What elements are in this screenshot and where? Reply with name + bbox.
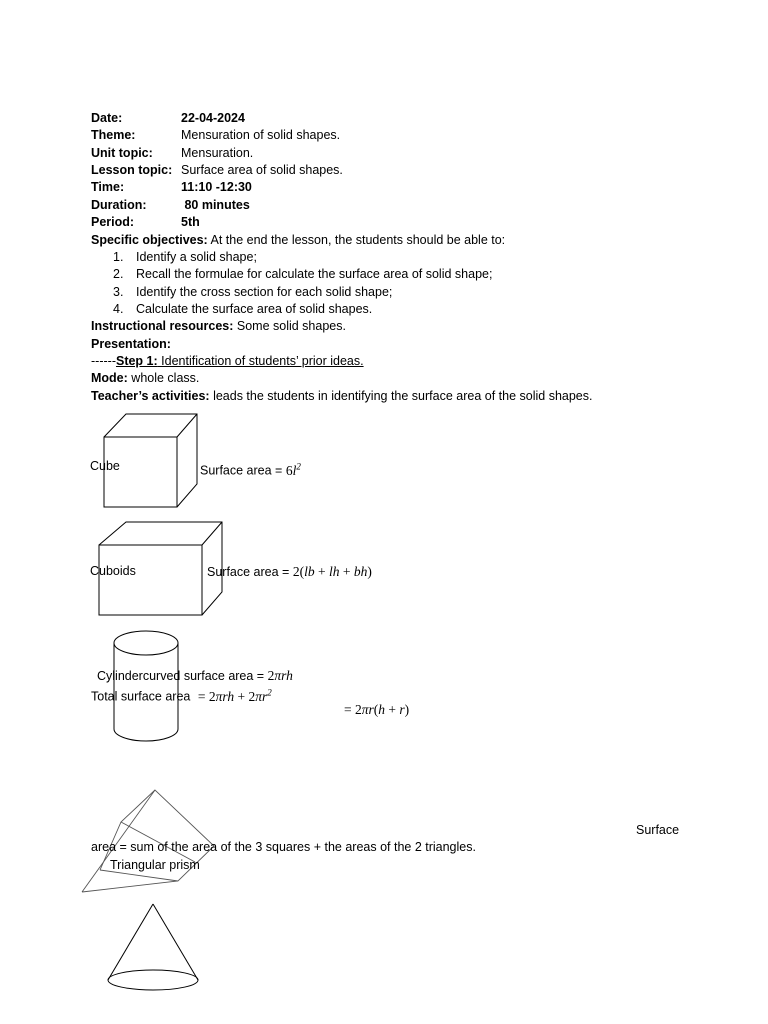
list-item-text: Identify the cross section for each solid shape;: [136, 285, 393, 299]
step1-text: Identification of students’ prior ideas.: [157, 354, 364, 368]
time-label: Time:: [91, 180, 125, 194]
step1-label: Step 1:: [115, 354, 158, 368]
prism-surface-word: Surface: [636, 823, 680, 837]
prism-area-text: area = sum of the area of the 3 squares + the areas of the 2 triangles.: [91, 840, 476, 854]
cylinder-total-math: = $2\pi rh + 2\pi r^2$: [197, 687, 272, 704]
date-label: Date:: [91, 111, 123, 125]
teacher-text: leads the students in identifying the surface area of the solid shapes.: [209, 389, 593, 403]
list-item: 3.: [113, 285, 124, 299]
objectives-intro: At the end the lesson, the students should be able to:: [207, 233, 506, 247]
period-value: 5th: [181, 215, 200, 229]
cube-formula-math: $6l^2$: [285, 461, 301, 478]
unit-topic-label: Unit topic:: [91, 146, 153, 160]
prism-label: Triangular prism: [110, 858, 200, 872]
resources-label: Instructional resources:: [91, 319, 234, 333]
lesson-topic-label: Lesson topic:: [91, 163, 173, 177]
period-label: Period:: [91, 215, 135, 229]
list-item-text: Calculate the surface area of solid shapes.: [136, 302, 373, 316]
theme-label: Theme:: [91, 128, 136, 142]
list-item: 4.: [113, 302, 124, 316]
theme-value: Mensuration of solid shapes.: [181, 128, 341, 142]
cylinder-curved-label: curved surface area =: [142, 669, 265, 683]
cuboid-formula-math: 2(lb + lh + bh): [292, 564, 372, 579]
unit-topic-value: Mensuration.: [181, 146, 254, 160]
mode-text: whole class.: [127, 371, 200, 385]
time-value: 11:10 -12:30: [181, 180, 252, 194]
cylinder-curved-math: 2πrh: [267, 668, 293, 683]
cuboid-label: Cuboids: [90, 564, 136, 578]
duration-label: Duration:: [91, 198, 147, 212]
teacher-label: Teacher’s activities:: [91, 389, 210, 403]
presentation-label: Presentation:: [91, 337, 171, 351]
list-item-text: Recall the formulae for calculate the surface area of solid shape;: [136, 267, 493, 281]
date-value: 22-04-2024: [181, 111, 245, 125]
duration-value: 80 minutes: [181, 198, 250, 212]
objectives-label: Specific objectives:: [91, 233, 208, 247]
list-item: 1.: [113, 250, 124, 264]
cylinder-simplified-math: = 2πr(h + r): [344, 702, 410, 717]
resources-text: Some solid shapes.: [233, 319, 346, 333]
list-item: 2.: [113, 267, 124, 281]
cube-formula-label: Surface area =: [200, 463, 283, 478]
cylinder-total-label: Total surface area: [91, 689, 194, 704]
step1-dashes: ------: [91, 354, 116, 368]
lesson-topic-value: Surface area of solid shapes.: [181, 163, 343, 177]
list-item-text: Identify a solid shape;: [136, 250, 257, 264]
cylinder-label: Cylinder: [97, 669, 143, 683]
cube-label: Cube: [90, 459, 120, 473]
mode-label: Mode:: [91, 371, 128, 385]
cuboid-formula-label: Surface area =: [207, 565, 290, 579]
